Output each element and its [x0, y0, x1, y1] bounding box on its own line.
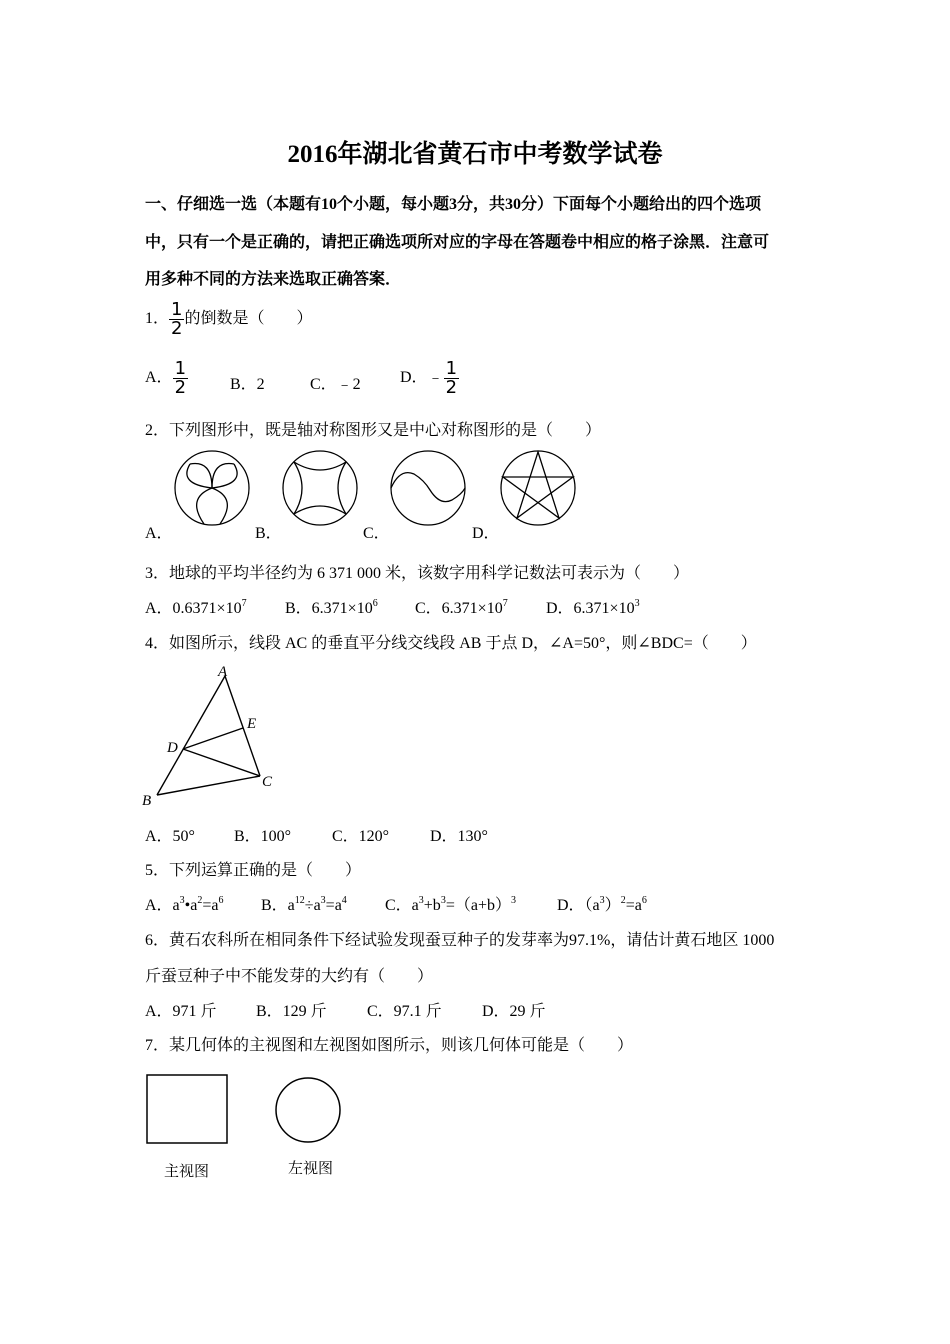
- question-6-line-1: 6．黄石农科所在相同条件下经试验发现蚕豆种子的发芽率为97.1%，请估计黄石地区 1000: [145, 932, 775, 949]
- front-view-rectangle: [147, 1075, 227, 1143]
- left-view-caption: 左视图: [288, 1159, 334, 1177]
- question-number: 1．: [145, 310, 170, 328]
- q6-option-a: A．971 斤: [145, 1003, 217, 1020]
- q1-option-d: D．﹣ $\frac{1}{2}$: [400, 358, 458, 398]
- q5-option-d: D．$(a^3)^2=a^6$: [557, 895, 647, 914]
- q4-option-a: A．50°: [145, 828, 195, 845]
- q3-option-b: B．$6.371\times 10^6$: [285, 598, 378, 617]
- point-label-a: A: [218, 664, 228, 680]
- section-instructions-line-3: 用多种不同的方法来选取正确答案．: [145, 271, 402, 288]
- q3-option-c: C．$6.371\times 10^7$: [415, 598, 508, 617]
- q3-option-a: A．$0.6371\times 10^7$: [145, 598, 247, 617]
- q1-option-c: C．﹣2: [310, 376, 361, 393]
- page-title: 2016年湖北省黄石市中考数学试卷: [287, 141, 663, 168]
- fraction-half: $\frac{1}{2}$: [445, 358, 458, 398]
- q1-option-b: B．2: [230, 376, 265, 393]
- fraction-half: $\frac{1}{2}$: [174, 358, 187, 398]
- q6-option-c: C．97.1 斤: [367, 1003, 442, 1020]
- question-7: 7．某几何体的主视图和左视图如图所示，则该几何体可能是（ ）: [145, 1037, 634, 1054]
- q6-option-d: D．29 斤: [482, 1003, 546, 1020]
- point-label-b: B: [142, 793, 152, 809]
- q2-figures: [168, 448, 588, 530]
- figure-b-concave-square-circle: [283, 451, 357, 525]
- question-stem: 的倒数是（ ）: [184, 310, 313, 328]
- segment-de: [183, 728, 243, 749]
- q2-option-a: A．: [145, 525, 173, 542]
- point-label-e: E: [247, 716, 257, 732]
- q7-views-figure: [140, 1068, 355, 1153]
- q1-option-a: A． $\frac{1}{2}$: [145, 358, 187, 398]
- question-3: 3．地球的平均半径约为 6 371 000 米，该数字用科学记数法可表示为（ ）: [145, 565, 690, 582]
- question-5: 5．下列运算正确的是（ ）: [145, 862, 362, 879]
- q5-option-a: A．$a^3•a^2=a^6$: [145, 895, 224, 914]
- point-label-d: D: [167, 740, 178, 756]
- segment-ab: [157, 676, 225, 795]
- question-1: [145, 301, 312, 338]
- left-view-circle: [276, 1078, 340, 1142]
- q2-option-d: D．: [472, 525, 500, 542]
- section-instructions-line-2: 中，只有一个是正确的，请把正确选项所对应的字母在答题卷中相应的格子涂黑．注意可: [145, 234, 770, 251]
- q4-option-d: D．130°: [430, 828, 488, 845]
- fraction-half: $\frac{1}{2}$: [171, 299, 183, 339]
- q4-option-c: C．120°: [332, 828, 390, 845]
- q5-option-c: C．$a^3+b^3=(a+b)^3$: [385, 895, 516, 914]
- q2-option-c: C．: [363, 525, 390, 542]
- question-4: 4．如图所示，线段 AC 的垂直平分线交线段 AB 于点 D，∠A=50°，则∠BDC=（ ）: [145, 635, 757, 652]
- segment-dc: [183, 749, 260, 776]
- figure-d-pentagram-circle: [501, 451, 575, 525]
- q6-option-b: B．129 斤: [256, 1003, 327, 1020]
- segment-bc: [157, 776, 260, 795]
- figure-a-three-petal-circle: [175, 451, 249, 525]
- q4-option-b: B．100°: [234, 828, 292, 845]
- question-6-line-2: 斤蚕豆种子中不能发芽的大约有（ ）: [145, 968, 434, 985]
- point-label-c: C: [262, 774, 273, 790]
- q4-triangle-figure: [140, 662, 285, 810]
- q5-option-b: B．$a^{12}\div a^3=a^4$: [261, 895, 347, 914]
- q3-option-d: D．$6.371\times 10^3$: [546, 598, 640, 617]
- section-instructions-line-1: 一、仔细选一选（本题有10个小题，每小题3分，共30分）下面每个小题给出的四个选项: [145, 196, 762, 213]
- q2-option-b: B．: [255, 525, 282, 542]
- question-2: 2．下列图形中，既是轴对称图形又是中心对称图形的是（ ）: [145, 422, 602, 439]
- figure-c-s-curve-circle: [391, 451, 465, 525]
- front-view-caption: 主视图: [164, 1162, 210, 1180]
